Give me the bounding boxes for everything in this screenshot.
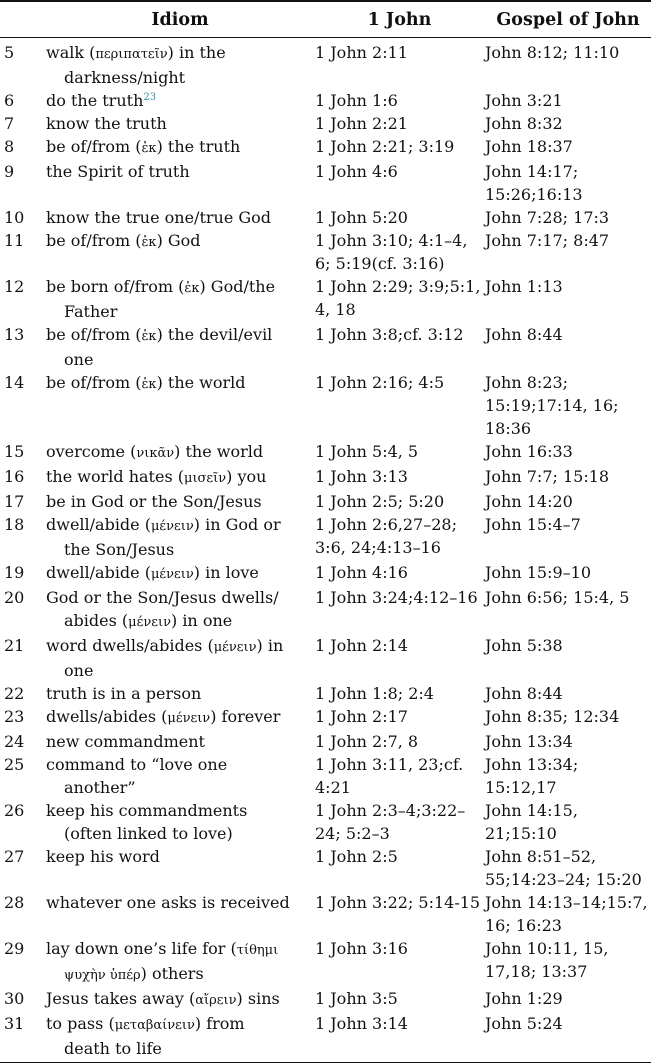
idiom-line: whatever one asks is received <box>46 893 290 912</box>
gospel-reference-cell <box>485 753 651 799</box>
table-row <box>0 371 651 440</box>
first-john-reference-line: 3:22–24; 5:2–3 <box>315 801 466 843</box>
first-john-reference-line: 1 John 3:16 <box>315 939 408 958</box>
first-john-reference-cell <box>314 561 485 586</box>
idiom-line: be of/from (ἐκ) the truth <box>46 137 241 156</box>
idiom-line: be born of/from (ἐκ) God/the <box>46 277 276 296</box>
table-row <box>0 513 651 561</box>
idiom-cell <box>46 112 314 135</box>
table-row <box>0 634 651 682</box>
row-number: 6 <box>4 91 15 110</box>
gospel-reference-cell <box>485 465 651 490</box>
footnote-marker[interactable]: 23 <box>143 92 157 103</box>
idiom-line: the world hates (μισεῖν) you <box>46 467 267 486</box>
idiom-line: dwells/abides (μένειν) forever <box>46 707 281 726</box>
row-number: 30 <box>4 989 25 1008</box>
idiom-line: one <box>64 661 94 680</box>
gospel-reference-line: 15:7, 16; 16:23 <box>485 893 648 935</box>
first-john-reference-line: 1 John 3:5 <box>315 989 398 1008</box>
first-john-reference-line: 1 John 3:13 <box>315 467 408 486</box>
first-john-reference-line: 1 John 1:6 <box>315 91 398 110</box>
first-john-reference-line: 1 John 5:4, 5 <box>315 442 419 461</box>
idiom-cell <box>46 705 314 730</box>
idiom-cell <box>46 323 314 371</box>
table-row <box>0 38 651 90</box>
first-john-reference-line: 1 John 3:22; 5:14- <box>315 893 460 912</box>
header-idiom: Idiom <box>46 1 314 38</box>
gospel-reference-cell <box>485 634 651 682</box>
gospel-reference-cell <box>485 845 651 891</box>
first-john-reference-line: 1 John 2:7, 8 <box>315 732 419 751</box>
row-number: 24 <box>4 732 25 751</box>
gospel-reference-line: John 7:28; 17:3 <box>485 208 610 227</box>
idiom-cell <box>46 891 314 937</box>
first-john-reference-line: cf. 3:12 <box>403 325 464 344</box>
gospel-reference-cell <box>485 705 651 730</box>
first-john-reference-line: 1 John 2:16; 4:5 <box>315 373 445 392</box>
gospel-reference-cell <box>485 160 651 206</box>
first-john-reference-cell <box>314 206 485 229</box>
row-number: 12 <box>4 277 25 296</box>
table-row <box>0 323 651 371</box>
first-john-reference-cell <box>314 753 485 799</box>
gospel-reference-line: John 8:44 <box>485 325 563 344</box>
first-john-reference-line: 4:13–16 <box>376 538 441 557</box>
gospel-reference-line: John 14:17; 15:26; <box>485 162 579 204</box>
idiom-line: death to life <box>64 1039 162 1058</box>
idiom-cell <box>46 38 314 90</box>
gospel-reference-line: John 14:15, 21; <box>485 801 578 843</box>
gospel-reference-line: John 6:56; 15:4, 5 <box>485 588 630 607</box>
idiom-cell <box>46 634 314 682</box>
first-john-reference-cell <box>314 112 485 135</box>
table-row <box>0 586 651 634</box>
gospel-reference-line: John 8:32 <box>485 114 563 133</box>
idiom-cell <box>46 206 314 229</box>
row-number: 29 <box>4 939 25 958</box>
table-row <box>0 440 651 465</box>
gospel-reference-cell <box>485 275 651 323</box>
table-row <box>0 845 651 891</box>
table-row <box>0 275 651 323</box>
first-john-reference-cell <box>314 160 485 206</box>
first-john-reference-cell <box>314 937 485 987</box>
gospel-reference-cell <box>485 586 651 634</box>
gospel-reference-line: John 13:34; 15:12, <box>485 755 579 797</box>
gospel-reference-line: John 8:12; 11:10 <box>485 43 620 62</box>
row-number: 27 <box>4 847 25 866</box>
first-john-reference-line: 1 John 2:17 <box>315 707 408 726</box>
first-john-reference-line: 1 John 2:11 <box>315 43 408 62</box>
idiom-cell <box>46 799 314 845</box>
row-number: 16 <box>4 467 25 486</box>
row-number: 22 <box>4 684 25 703</box>
gospel-reference-line: John 3:21 <box>485 91 563 110</box>
row-number: 7 <box>4 114 15 133</box>
header-row <box>0 1 651 38</box>
gospel-reference-line: 16:13 <box>536 185 583 204</box>
row-number: 28 <box>4 893 25 912</box>
table-row <box>0 891 651 937</box>
gospel-reference-line: 17:14, 16; 18:36 <box>485 396 619 438</box>
first-john-reference-line: 4, 6; 5:19 <box>315 231 468 273</box>
gospel-reference-cell <box>485 112 651 135</box>
idiom-line: darkness/night <box>64 68 186 87</box>
first-john-reference-line: 1 John 2:6, <box>315 515 403 534</box>
table-row <box>0 705 651 730</box>
idiom-line: word dwells/abides (μένειν) in <box>46 636 284 655</box>
row-number: 11 <box>4 231 25 250</box>
first-john-reference-line: 5:1, 4, 18 <box>315 277 481 319</box>
table-row <box>0 682 651 705</box>
first-john-reference-line: 1 John 2:14 <box>315 636 408 655</box>
first-john-reference-cell <box>314 845 485 891</box>
table-row <box>0 937 651 987</box>
gospel-reference-cell <box>485 1012 651 1063</box>
idiom-line: abides (μένειν) in one <box>64 611 233 630</box>
idiom-line: know the truth <box>46 114 167 133</box>
row-number: 9 <box>4 162 15 181</box>
idiom-line: to pass (μεταβαίνειν) from <box>46 1014 245 1033</box>
idiom-cell <box>46 135 314 160</box>
row-number: 21 <box>4 636 25 655</box>
idiom-line: keep his word <box>46 847 160 866</box>
idiom-line: be of/from (ἐκ) the devil/evil <box>46 325 273 344</box>
gospel-reference-line: John 1:29 <box>485 989 563 1008</box>
idiom-line: the Spirit of truth <box>46 162 190 181</box>
first-john-reference-line: 1 John 4:6 <box>315 162 398 181</box>
idiom-cell <box>46 561 314 586</box>
idiom-cell <box>46 490 314 513</box>
idiom-cell <box>46 513 314 561</box>
first-john-reference-line: 1 John 5:20 <box>315 208 408 227</box>
first-john-reference-cell <box>314 682 485 705</box>
table-row <box>0 112 651 135</box>
idiom-line: another” <box>64 778 136 797</box>
idiom-line: walk (περιπατεῖν) in the <box>46 43 226 62</box>
idiom-line: know the true one/true God <box>46 208 272 227</box>
idiom-line: Jesus takes away (αἴρειν) sins <box>46 989 280 1008</box>
gospel-reference-line: John 5:24 <box>485 1014 563 1033</box>
idiom-cell <box>46 937 314 987</box>
gospel-reference-line: 17 <box>536 778 557 797</box>
gospel-reference-line: 15:10 <box>510 824 557 843</box>
idiom-cell <box>46 229 314 275</box>
gospel-reference-cell <box>485 987 651 1012</box>
gospel-reference-line: John 10:11, 15, 17, <box>485 939 609 981</box>
idiom-cell <box>46 730 314 753</box>
first-john-reference-line: 1 John 3:24; <box>315 588 414 607</box>
first-john-reference-line: 1 John 2:3–4; <box>315 801 422 820</box>
gospel-reference-line: John 8:35; 12:34 <box>485 707 620 726</box>
first-john-reference-line: 4:12–16 <box>413 588 478 607</box>
gospel-reference-line: John 14:20 <box>485 492 573 511</box>
first-john-reference-cell <box>314 323 485 371</box>
header-number <box>0 1 46 38</box>
first-john-reference-line: 1 John 1:8; 2:4 <box>315 684 434 703</box>
first-john-reference-cell <box>314 891 485 937</box>
gospel-reference-line: John 1:13 <box>485 277 563 296</box>
gospel-reference-cell <box>485 38 651 90</box>
table-body <box>0 38 651 1063</box>
first-john-reference-cell <box>314 89 485 112</box>
table-row <box>0 135 651 160</box>
gospel-reference-cell <box>485 561 651 586</box>
row-number: 25 <box>4 755 25 774</box>
table-row <box>0 229 651 275</box>
gospel-reference-line: John 13:34 <box>485 732 573 751</box>
first-john-reference-line: 27–28; 3:6, 24; <box>315 515 457 557</box>
gospel-reference-cell <box>485 682 651 705</box>
row-number: 13 <box>4 325 25 344</box>
gospel-reference-cell <box>485 371 651 440</box>
first-john-reference-cell <box>314 229 485 275</box>
idiom-cell <box>46 371 314 440</box>
first-john-reference-line: 1 John 3:14 <box>315 1014 408 1033</box>
idiom-line: one <box>64 350 94 369</box>
idiom-cell <box>46 753 314 799</box>
idiom-line: dwell/abide (μένειν) in God or <box>46 515 281 534</box>
gospel-reference-line: John 16:33 <box>485 442 573 461</box>
gospel-reference-cell <box>485 799 651 845</box>
table-row <box>0 799 651 845</box>
row-number: 31 <box>4 1014 25 1033</box>
idiom-cell <box>46 440 314 465</box>
table-header <box>0 1 651 38</box>
first-john-reference-cell <box>314 465 485 490</box>
gospel-reference-line: John 7:17; 8:47 <box>485 231 610 250</box>
idiom-cell <box>46 89 314 112</box>
first-john-reference-cell <box>314 275 485 323</box>
row-number: 8 <box>4 137 15 156</box>
table-row <box>0 753 651 799</box>
first-john-reference-line: 15 <box>459 893 481 912</box>
idiom-cell <box>46 586 314 634</box>
gospel-reference-cell <box>485 135 651 160</box>
gospel-reference-line: John 14:13–14; <box>485 893 607 912</box>
table-row <box>0 89 651 112</box>
first-john-reference-cell <box>314 705 485 730</box>
first-john-reference-line: 1 John 2:5; 5:20 <box>315 492 445 511</box>
gospel-reference-line: John 7:7; 15:18 <box>485 467 610 486</box>
table-row <box>0 490 651 513</box>
gospel-reference-line: John 8:51–52, 55; <box>485 847 597 889</box>
first-john-reference-cell <box>314 987 485 1012</box>
table-row <box>0 561 651 586</box>
table-row <box>0 206 651 229</box>
gospel-reference-line: John 15:4–7 <box>485 515 581 534</box>
idiom-cell <box>46 275 314 323</box>
idiom-line: God or the Son/Jesus dwells/ <box>46 588 279 607</box>
row-number: 18 <box>4 515 25 534</box>
gospel-reference-line: John 15:9–10 <box>485 563 592 582</box>
idiom-line: be of/from (ἐκ) God <box>46 231 201 250</box>
first-john-reference-line: 1 John 3:11, 23; <box>315 755 444 774</box>
idiom-line: Father <box>64 302 118 321</box>
gospel-reference-cell <box>485 730 651 753</box>
row-number: 14 <box>4 373 25 392</box>
gospel-reference-line: John 18:37 <box>485 137 573 156</box>
first-john-reference-line: 1 John 2:21; 3:19 <box>315 137 455 156</box>
gospel-reference-cell <box>485 513 651 561</box>
gospel-reference-cell <box>485 229 651 275</box>
gospel-reference-cell <box>485 937 651 987</box>
gospel-reference-cell <box>485 323 651 371</box>
idiom-cell <box>46 845 314 891</box>
idiom-line: new commandment <box>46 732 205 751</box>
table-row <box>0 987 651 1012</box>
row-number: 23 <box>4 707 25 726</box>
idiom-line: keep his commandments <box>46 801 248 820</box>
idiom-line: be in God or the Son/Jesus <box>46 492 262 511</box>
first-john-reference-line: 1 John 2:21 <box>315 114 408 133</box>
gospel-reference-cell <box>485 490 651 513</box>
gospel-reference-line: 14:23–24; 15:20 <box>510 870 642 889</box>
idiom-line: truth is in a person <box>46 684 202 703</box>
idiom-line: ψυχὴν ὑπέρ) others <box>64 964 204 983</box>
idiom-line: dwell/abide (μένειν) in love <box>46 563 259 582</box>
idiom-line: (often linked to love) <box>64 824 233 843</box>
row-number: 5 <box>4 43 15 62</box>
gospel-reference-line: John 8:44 <box>485 684 563 703</box>
gospel-reference-cell <box>485 89 651 112</box>
gospel-reference-cell <box>485 440 651 465</box>
first-john-reference-cell <box>314 730 485 753</box>
first-john-reference-line: cf. 4:21 <box>315 755 464 797</box>
first-john-reference-cell <box>314 634 485 682</box>
first-john-reference-line: 1 John 2:29; 3:9; <box>315 277 450 296</box>
idiom-cell <box>46 682 314 705</box>
first-john-reference-cell <box>314 586 485 634</box>
gospel-reference-cell <box>485 891 651 937</box>
row-number: 17 <box>4 492 25 511</box>
row-number: 19 <box>4 563 25 582</box>
idiom-cell <box>46 160 314 206</box>
idiom-cell <box>46 1012 314 1063</box>
first-john-reference-cell <box>314 371 485 440</box>
gospel-reference-line: John 8:23; 15:19; <box>485 373 569 415</box>
row-number: 26 <box>4 801 25 820</box>
idiom-line: do the truth$^{23}$ <box>46 91 157 110</box>
idiom-cell <box>46 465 314 490</box>
first-john-reference-cell <box>314 799 485 845</box>
first-john-reference-cell <box>314 513 485 561</box>
idiom-line: overcome (νικᾶν) the world <box>46 442 264 461</box>
first-john-reference-cell <box>314 38 485 90</box>
header-gospel-of-john: Gospel of John <box>485 1 651 38</box>
table-row <box>0 160 651 206</box>
first-john-reference-line: 1 John 4:16 <box>315 563 408 582</box>
table-row <box>0 730 651 753</box>
row-number: 10 <box>4 208 25 227</box>
gospel-reference-line: John 5:38 <box>485 636 563 655</box>
gospel-reference-cell <box>485 206 651 229</box>
idiom-line: command to “love one <box>46 755 228 774</box>
table-row <box>0 465 651 490</box>
header-1-john: 1 John <box>314 1 485 38</box>
first-john-reference-line: (cf. 3:16) <box>371 254 445 273</box>
row-number: 20 <box>4 588 25 607</box>
first-john-reference-line: 1 John 3:10; 4:1– <box>315 231 453 250</box>
first-john-reference-line: 1 John 2:5 <box>315 847 398 866</box>
idiom-line: be of/from (ἐκ) the world <box>46 373 246 392</box>
first-john-reference-cell <box>314 490 485 513</box>
idiom-line: the Son/Jesus <box>64 540 175 559</box>
idiom-cell <box>46 987 314 1012</box>
first-john-reference-cell <box>314 440 485 465</box>
table-row <box>0 1012 651 1063</box>
first-john-reference-cell <box>314 1012 485 1063</box>
row-number: 15 <box>4 442 25 461</box>
first-john-reference-line: 1 John 3:8; <box>315 325 404 344</box>
first-john-reference-cell <box>314 135 485 160</box>
gospel-reference-line: 18; 13:37 <box>510 962 588 981</box>
idiom-line: lay down one’s life for (τίθημι <box>46 939 279 958</box>
